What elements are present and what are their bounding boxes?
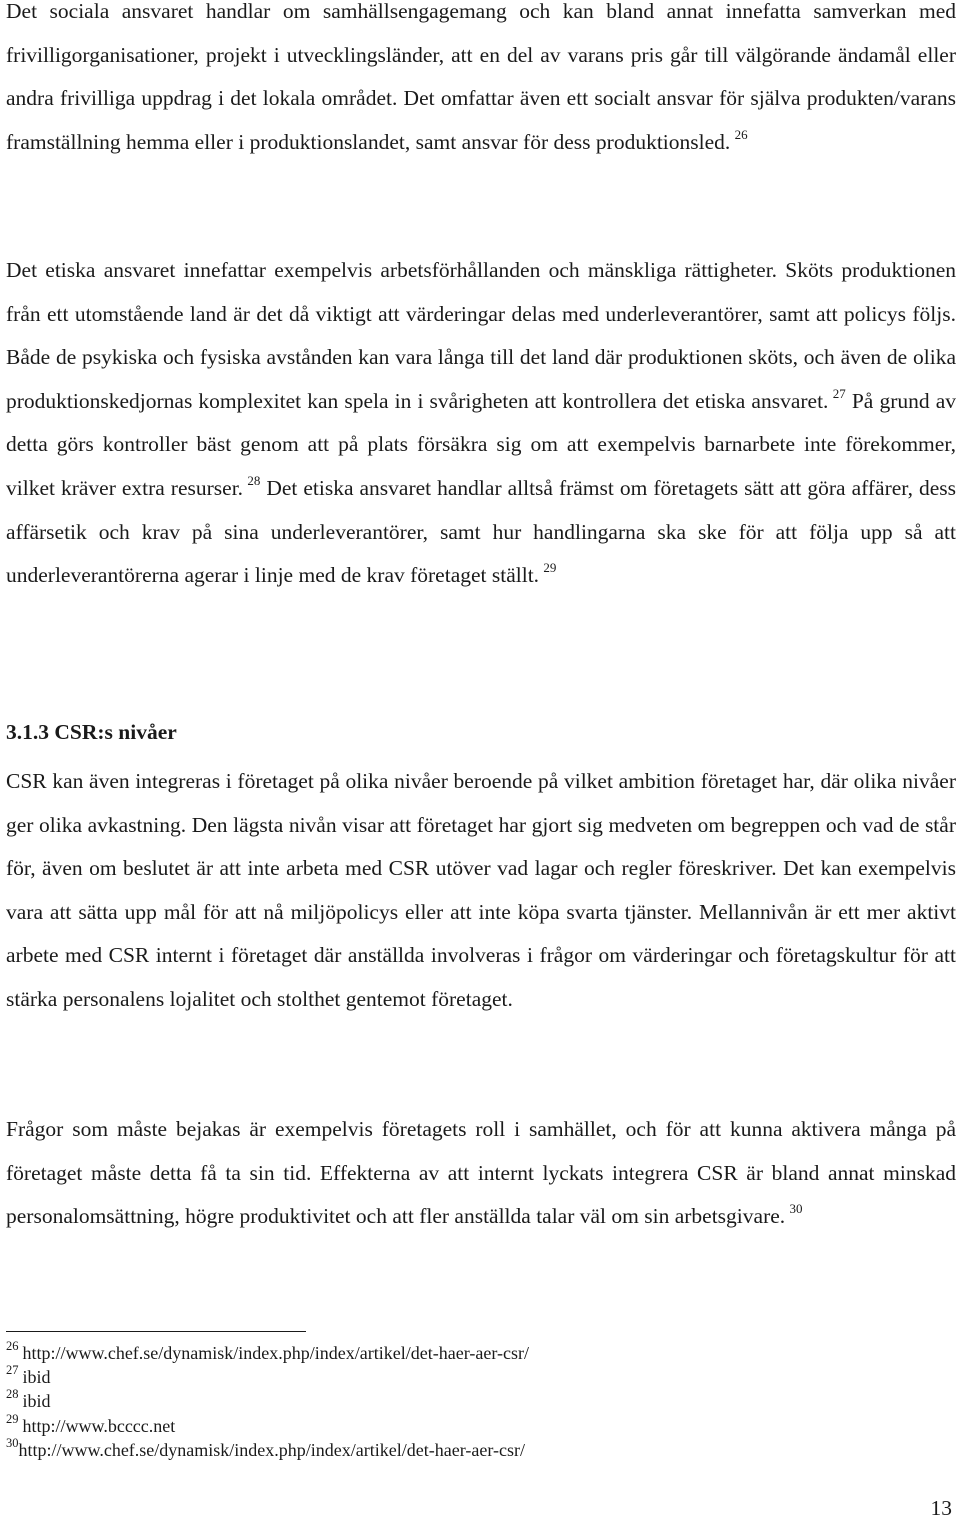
paragraph-ethical-responsibility [6, 249, 956, 598]
footnote-text: http://www.chef.se/dynamisk/index.php/index/artikel/det-haer-aer-csr/ [22, 1343, 529, 1363]
footnote-text: ibid [22, 1367, 51, 1388]
paragraph-text: Frågor som måste bejakas är exempelvis företagets roll i samhället, och för att kunna aktivera många på företaget måste detta få ta sin tid. Effekterna av att internt lyckats integrera CSR är bland annat minskad personalomsättning, högre produktivitet och att fler anställda talar väl om sin arbetsgivare. [6, 1117, 956, 1229]
paragraph-text: Det sociala ansvaret handlar om samhällsengagemang och kan bland annat innefatta samverkan med frivilligorganisationer, projekt i utvecklingsländer, att en del av varans pris går till välgörande ändamål eller andra frivilliga uppdrag i det lokala området. Det omfattar även ett socialt ansvar för själva produkten/varans framställning hemma eller i produktionslandet, samt ansvar för dess produktionsled. [6, 0, 956, 154]
footnote-reference: 28 [247, 472, 261, 488]
footnote-26 [6, 1341, 529, 1365]
page-number: 13 [930, 1496, 952, 1520]
paragraph-text: CSR kan även integreras i företaget på olika nivåer beroende på vilket ambition företaget har, där olika nivåer ger olika avkastning. Den lägsta nivån visar att företaget har gjort sig medveten om begreppen och vad de står för, även om beslutet är att inte arbeta med CSR utöver vad lagar och regler föreskriver. Det kan exempelvis vara att sätta upp mål för att nå miljöpolicys eller att inte köpa svarta tjänster. Mellannivån är ett mer aktivt arbete med CSR internt i företaget där anställda involveras i frågor om värderingar och företagskultur för att stärka personalens lojalitet och stolthet gentemot företaget. [6, 769, 956, 1011]
footnote-30 [6, 1435, 529, 1462]
paragraph-csr-questions [6, 1108, 956, 1239]
paragraph-text: På grund av detta görs kontroller bäst genom att på plats försäkra sig om att exempelvis barnarbete inte förekommer, vilket kräver extra resurser. [6, 388, 957, 500]
footnote-27 [6, 1365, 529, 1389]
footnote-reference: 29 [543, 560, 557, 575]
footnote-number: 30 [6, 1435, 19, 1450]
footnote-number: 26 [6, 1339, 19, 1353]
paragraph-social-responsibility [6, 0, 956, 164]
footnote-reference: 26 [734, 126, 748, 142]
footnote-separator [6, 1331, 306, 1332]
footnote-text: http://www.chef.se/dynamisk/index.php/index/artikel/det-haer-aer-csr/ [18, 1439, 525, 1460]
footnote-text: http://www.bcccc.net [22, 1415, 176, 1436]
footnote-number: 27 [6, 1363, 19, 1378]
footnote-number: 28 [6, 1387, 19, 1402]
footnote-28 [6, 1389, 529, 1413]
footnote-text: ibid [22, 1391, 51, 1412]
paragraph-text: Det etiska ansvaret handlar alltså främst om företagets sätt att göra affärer, dess affärsetik och krav på sina underleverantörer, samt hur handlingarna ska ske för att följa upp så att underleverantörerna agerar i linje med de krav företaget ställt. [6, 475, 956, 588]
footnote-reference: 27 [832, 385, 846, 401]
paragraph-text: Det etiska ansvaret innefattar exempelvis arbetsförhållanden och mänskliga rättigheter. Sköts produktionen från ett utomstående land är det då viktigt att värderingar delas med underleverantörer, samt att policys följs. Både de psykiska och fysiska avstånden kan vara långa till det land där produktionen sköts, och även de olika produktionskedjornas komplexitet kan spela in i svårigheten att kontrollera det etiska ansvaret. [6, 258, 956, 413]
footnote-number: 29 [6, 1411, 19, 1426]
footnotes [6, 1341, 529, 1462]
footnote-29 [6, 1411, 529, 1438]
section-heading: 3.1.3 CSR:s nivåer [6, 720, 177, 744]
footnote-reference: 30 [789, 1201, 803, 1217]
paragraph-csr-levels [6, 760, 956, 1022]
